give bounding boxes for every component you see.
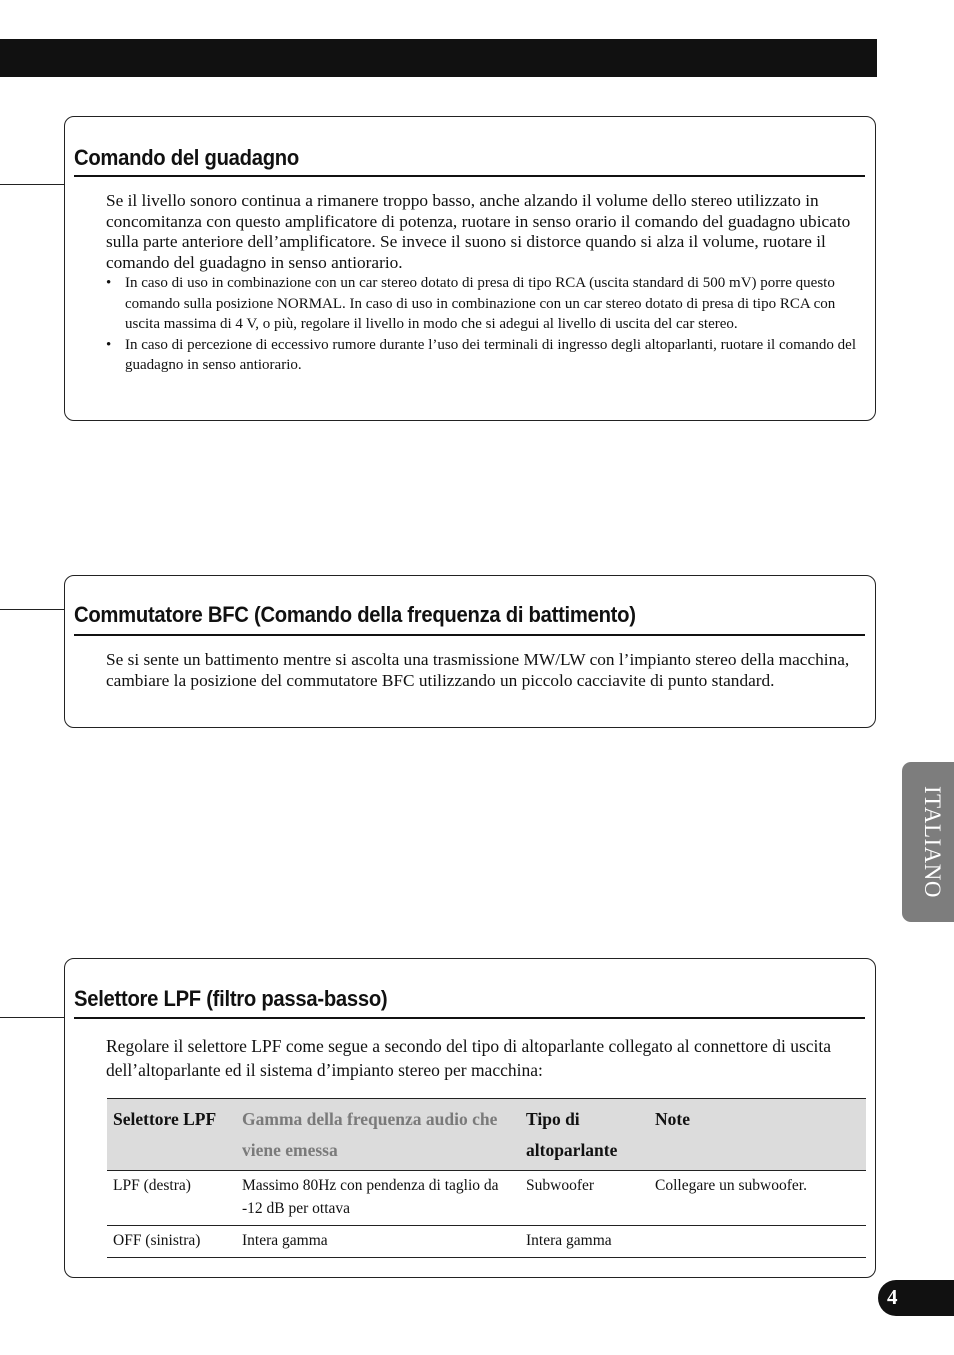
table-cell: Subwoofer: [520, 1171, 649, 1226]
section-paragraph: Regolare il selettore LPF come segue a secondo del tipo di altoparlante collegato al connettore di uscita dell’altoparlante ed il sistema d’impianto stereo per macchina:: [106, 1036, 832, 1080]
table-cell: LPF (destra): [107, 1171, 236, 1226]
title-rule: [74, 634, 865, 636]
section-lpf-selector: [64, 958, 876, 1278]
column-header-notes: Note: [649, 1099, 866, 1171]
column-header-selector: Selettore LPF: [107, 1099, 236, 1171]
section-paragraph: Se il livello sonoro continua a rimanere troppo basso, anche alzando il volume dello stereo utilizzato in concomitanza con questo amplificatore di potenza, ruotare in senso orario il comando del guadagno ubicato sulla parte anteriore dell’amplificatore. Se invece il suono si distorce quando si alza il volume, ruotare il comando del guadagno in senso antiorario.: [106, 191, 851, 272]
section-marker: [0, 184, 64, 185]
table-cell: [649, 1226, 866, 1258]
title-rule: [74, 1017, 865, 1019]
list-item: • In caso di uso in combinazione con un car stereo dotato di presa di tipo RCA (uscita standard di 500 mV) porre questo comando sulla posizione NORMAL. In caso di uso in combinazione con un car stereo dotato di presa di tipo RCA con uscita massima di 4 V, o più, regolare il livello in modo che si adegui al livello di uscita del car stereo.: [106, 273, 863, 335]
section-title: Comando del guadagno: [74, 145, 299, 170]
table-cell: Intera gamma: [520, 1226, 649, 1258]
page-number-badge: [878, 1280, 954, 1316]
table-cell: Intera gamma: [236, 1226, 520, 1258]
column-header-frequency: Gamma della frequenza audio che viene emessa: [236, 1099, 520, 1171]
section-bfc-switch: [64, 575, 876, 728]
section-gain-control: [64, 116, 876, 421]
table-cell: Massimo 80Hz con pendenza di taglio da -12 dB per ottava: [236, 1171, 520, 1226]
section-paragraph: Se si sente un battimento mentre si ascolta una trasmissione MW/LW con l’impianto stereo della macchina, cambiare la posizione del commutatore BFC utilizzando un piccolo cacciavite di punto standard.: [106, 650, 850, 690]
section-title: Commutatore BFC (Comando della frequenza di battimento): [74, 602, 636, 627]
table-row: [107, 1226, 866, 1258]
list-item: • In caso di percezione di eccessivo rumore durante l’uso dei terminali di ingresso degli altoparlanti, ruotare il comando del guadagno in senso antiorario.: [106, 335, 863, 376]
table-cell: OFF (sinistra): [107, 1226, 236, 1258]
table-row: [107, 1171, 866, 1226]
column-header-speaker-type: Tipo di altoparlante: [520, 1099, 649, 1171]
table-header-row: [107, 1099, 866, 1171]
language-label: ITALIANO: [920, 785, 945, 899]
title-rule: [74, 175, 865, 177]
table-cell: Collegare un subwoofer.: [649, 1171, 866, 1226]
header-bar: [0, 39, 877, 77]
section-marker: [0, 1017, 64, 1018]
language-tab: [902, 762, 954, 922]
bullet-list: [106, 273, 863, 376]
section-marker: [0, 609, 64, 610]
lpf-table: [107, 1098, 866, 1258]
page-number: 4: [887, 1285, 898, 1309]
section-title: Selettore LPF (filtro passa-basso): [74, 986, 388, 1011]
